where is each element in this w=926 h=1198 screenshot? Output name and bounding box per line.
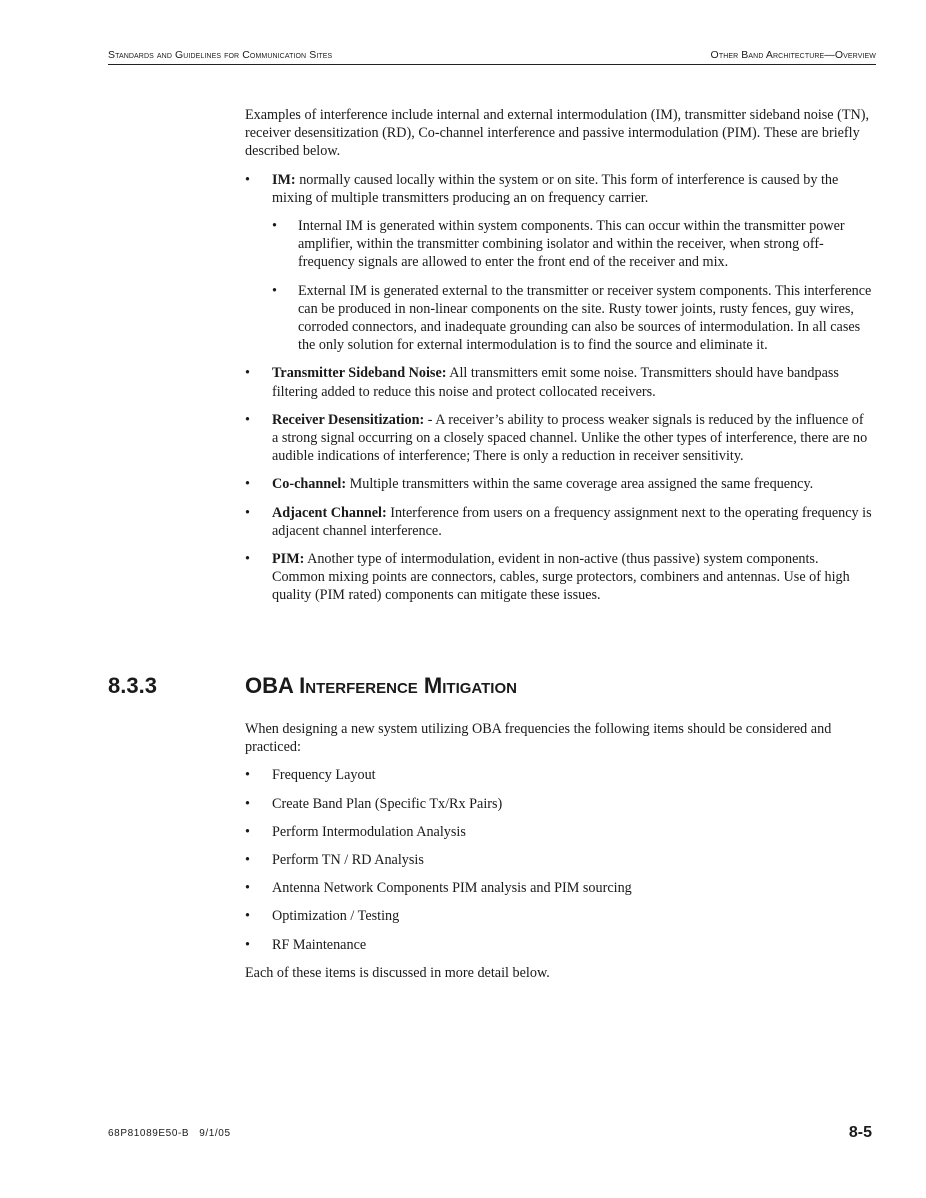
term-label: IM: [272,171,296,188]
list-item-im [245,171,873,207]
header-left-title: Standards and Guidelines for Communication Sites [108,49,333,61]
header-right-title: Other Band Architecture—Overview [710,49,876,61]
list-item-co-channel [245,475,873,493]
list-item: • Optimization / Testing [245,907,873,925]
section-title: OBA Interference Mitigation [245,673,517,698]
list-item-transmitter-sideband-noise [245,364,873,400]
section-number: 8.3.3 [108,673,157,698]
term-label: Adjacent Channel: [272,504,387,521]
list-item: • Create Band Plan (Specific Tx/Rx Pairs) [245,795,873,813]
doc-date: 9/1/05 [199,1128,231,1139]
term-description: normally caused locally within the system or on site. This form of interference is caused by the mixing of multiple transmitters producing an on frequency carrier. [272,171,839,206]
list-item: • Antenna Network Components PIM analysis and PIM sourcing [245,879,873,897]
term-description: Interference from users on a frequency assignment next to the operating frequency is adjacent channel interference. [272,504,872,539]
list-item: • Perform Intermodulation Analysis [245,823,873,841]
term-label: Receiver Desensitization: [272,411,425,428]
list-item-receiver-desensitization [245,411,873,466]
closing-paragraph: Each of these items is discussed in more detail below. [245,964,550,981]
term-description: All transmitters emit some noise. Transmitters should have bandpass filtering added to reduce this noise and protect collocated receivers. [272,365,839,400]
doc-number: 68P81089E50-B [108,1128,190,1139]
interference-section [245,106,873,605]
term-description: Multiple transmitters within the same coverage area assigned the same frequency. [346,476,814,493]
term-label: Transmitter Sideband Noise: [272,365,447,382]
page-header [108,48,876,65]
sub-list-item-external-im: • External IM is generated external to the transmitter or receiver system components. This interference can be produced in non-linear components on the site. Rusty tower joints, rusty fences, guy wires, corroded connectors, and inadequate grounding can also be sources of intermodulation. In all cases the only solution for external intermodulation is to find the source and eliminate it. [245,282,873,355]
term-description: Another type of intermodulation, evident in non-active (thus passive) system components. Common mixing points are connectors, cables, surge protectors, combiners and antennas. Use of high quality (PIM rated) components can mitigate these issues. [272,551,850,604]
footer-doc-info [108,1128,231,1139]
list-item: • Frequency Layout [245,766,873,784]
list-item: • RF Maintenance [245,936,873,954]
term-label: PIM: [272,551,305,568]
page-number: 8-5 [848,1124,872,1141]
sub-list-item-internal-im: • Internal IM is generated within system components. This can occur within the transmitter power amplifier, within the transmitter combining isolator and within the receiver, when strong off-frequency signals are allowed to enter the front end of the receiver and mix. [245,217,873,272]
mitigation-section [245,720,873,982]
list-item: • Perform TN / RD Analysis [245,851,873,869]
term-label: Co-channel: [272,476,347,493]
intro-paragraph: Examples of interference include internal and external intermodulation (IM), transmitter sideband noise (TN), receiver desensitization (RD), Co-channel interference and passive intermodulation (PIM). These are briefly described below. [245,107,870,160]
list-item-adjacent-channel [245,504,873,540]
term-description: - A receiver’s ability to process weaker signals is reduced by the influence of a strong signal occurring on a closely spaced channel. Unlike the other types of interference, there are no audible indications of interference; There is only a reduction in receiver sensitivity. [272,411,868,465]
list-item-pim [245,550,873,605]
section-intro-paragraph: When designing a new system utilizing OBA frequencies the following items should be considered and practiced: [245,721,832,756]
